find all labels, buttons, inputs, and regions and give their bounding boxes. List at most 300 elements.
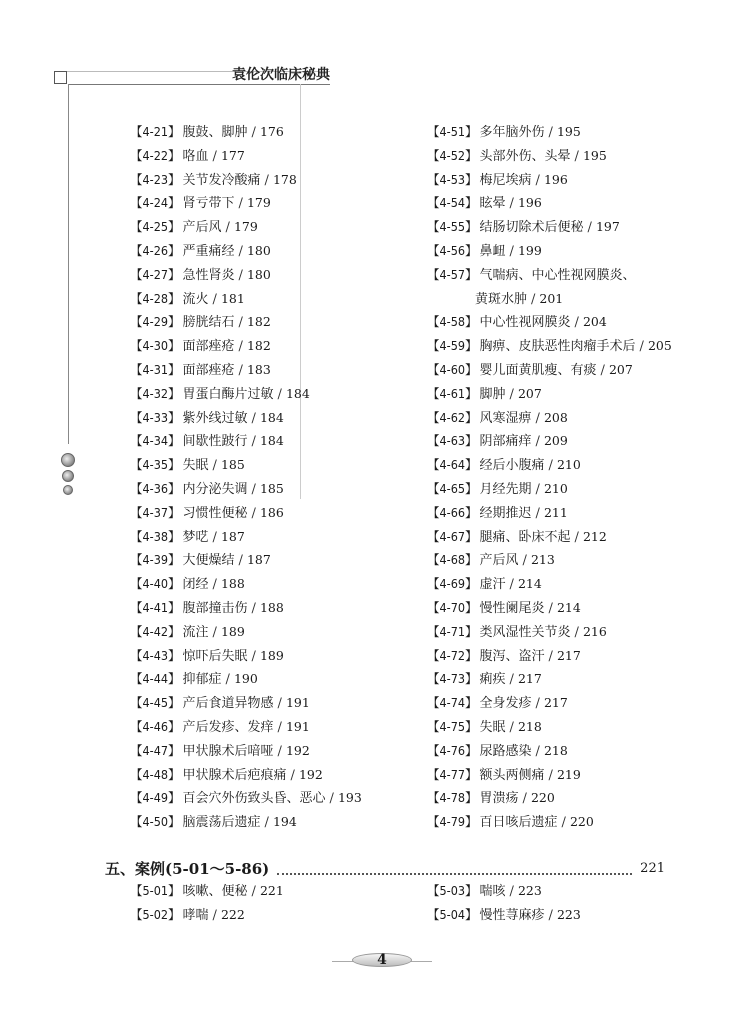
entry-page: 189 [220, 623, 245, 639]
entry-separator: / [329, 791, 334, 807]
entry-title: 气喘病、中心性视网膜炎、 [479, 267, 636, 283]
entry-code: 【4-73】 [427, 671, 478, 687]
toc-entry[interactable] [130, 429, 410, 453]
entry-code: 【4-56】 [427, 242, 478, 258]
entry-page: 207 [608, 361, 633, 377]
entry-page: 204 [582, 314, 607, 330]
entry-separator: / [212, 624, 217, 640]
entry-code: 【4-58】 [427, 314, 478, 330]
entry-code: 【4-51】 [427, 124, 478, 139]
toc-entry[interactable] [130, 168, 410, 192]
entry-page: 191 [285, 695, 310, 711]
toc-entry[interactable] [427, 572, 717, 596]
entry-separator: / [548, 648, 553, 664]
entry-page: 216 [582, 623, 607, 639]
entry-title: 眩晕 [479, 196, 506, 212]
entry-page: 220 [530, 790, 555, 806]
entry-title: 面部痤疮 [182, 339, 235, 355]
entry-separator: / [531, 291, 536, 307]
entry-title: 百会穴外伤致头昏、恶心 [182, 791, 326, 807]
entry-separator: / [548, 458, 553, 474]
entry-separator: / [251, 481, 256, 497]
entry-page: 179 [246, 195, 271, 211]
entry-page: 195 [582, 147, 607, 163]
entry-page: 223 [556, 906, 581, 922]
entry-page: 199 [517, 242, 542, 258]
entry-page: 218 [517, 718, 542, 734]
entry-separator: / [509, 577, 514, 593]
entry-title: 胸痹、皮肤恶性肉瘤手术后 [479, 339, 636, 355]
toc-entry[interactable] [427, 644, 717, 668]
entry-title: 全身发疹 [479, 696, 532, 712]
entry-title: 流火 [182, 291, 209, 307]
section-page: 221 [640, 861, 665, 876]
entry-page: 209 [543, 433, 568, 449]
entry-code: 【4-28】 [130, 290, 181, 306]
entry-code: 【4-71】 [427, 623, 478, 639]
entry-separator: / [238, 196, 243, 212]
entry-page: 219 [556, 766, 581, 782]
entry-separator: / [548, 907, 553, 923]
toc-entry[interactable] [130, 239, 410, 263]
entry-separator: / [277, 696, 282, 712]
entry-page: 207 [517, 385, 542, 401]
toc-entry[interactable] [130, 501, 410, 525]
entry-separator: / [509, 884, 514, 899]
entry-page: 197 [595, 219, 620, 235]
toc-entry[interactable] [130, 644, 410, 668]
entry-page: 182 [246, 314, 271, 330]
entry-page: 217 [556, 647, 581, 663]
toc-entry[interactable] [130, 287, 410, 311]
entry-separator: / [509, 672, 514, 688]
entry-code: 【4-46】 [130, 718, 181, 734]
entry-title: 紫外线过敏 [182, 410, 248, 426]
toc-entry[interactable] [130, 763, 410, 787]
entry-title: 产后发疹、发痒 [182, 719, 274, 735]
toc-entry[interactable] [130, 382, 410, 406]
entry-code: 【4-76】 [427, 742, 478, 758]
entry-page: 184 [285, 385, 310, 401]
entry-title: 尿路感染 [479, 743, 532, 759]
entry-title: 结肠切除术后便秘 [479, 220, 584, 236]
entry-separator: / [535, 481, 540, 497]
entry-page: 185 [220, 457, 245, 473]
entry-separator: / [264, 815, 269, 831]
entry-code: 【4-25】 [130, 219, 181, 235]
entry-separator: / [574, 315, 579, 331]
toc-entry[interactable] [130, 715, 410, 739]
toc-entry[interactable] [130, 358, 410, 382]
entry-separator: / [238, 267, 243, 283]
entry-title: 阴部痛痒 [479, 434, 532, 450]
entry-page: 210 [543, 480, 568, 496]
section-right-column [427, 879, 717, 927]
margin-rule [68, 84, 69, 444]
entry-code: 【4-42】 [130, 623, 181, 639]
entry-separator: / [212, 577, 217, 593]
toc-entry[interactable] [427, 739, 717, 763]
entry-title: 咯血 [182, 148, 209, 164]
entry-code: 【4-67】 [427, 528, 478, 544]
entry-separator: / [238, 553, 243, 569]
toc-entry[interactable] [427, 596, 717, 620]
entry-separator: / [574, 148, 579, 164]
toc-section-heading[interactable] [105, 858, 665, 880]
entry-title: 内分泌失调 [182, 481, 248, 497]
toc-entry[interactable] [130, 144, 410, 168]
entry-title: 虚汗 [479, 577, 506, 593]
entry-page: 177 [220, 147, 245, 163]
entry-code: 【4-79】 [427, 814, 478, 830]
entry-page: 222 [220, 906, 245, 922]
entry-code: 【4-21】 [130, 124, 181, 139]
toc-entry[interactable] [130, 903, 410, 927]
toc-entry[interactable] [427, 310, 717, 334]
toc-entry[interactable] [427, 382, 717, 406]
entry-code: 【4-44】 [130, 671, 181, 687]
entry-separator: / [251, 648, 256, 664]
entry-title: 哮喘 [182, 907, 209, 923]
toc-entry[interactable] [427, 715, 717, 739]
entry-title: 惊吓后失眠 [182, 648, 248, 664]
entry-code: 【5-03】 [427, 883, 478, 898]
entry-page: 221 [259, 883, 284, 898]
toc-entry[interactable] [427, 406, 717, 430]
entry-separator: / [277, 386, 282, 402]
entry-separator: / [509, 386, 514, 402]
entry-separator: / [290, 767, 295, 783]
entry-separator: / [251, 884, 256, 899]
toc-entry[interactable] [427, 501, 717, 525]
entry-code: 【4-60】 [427, 361, 478, 377]
entry-title: 习惯性便秘 [182, 505, 248, 521]
entry-page: 192 [298, 766, 323, 782]
toc-left-column [130, 120, 410, 834]
entry-code: 【4-26】 [130, 242, 181, 258]
entry-title: 黄斑水肿 [475, 291, 528, 307]
toc-entry[interactable] [427, 287, 717, 311]
toc-entry[interactable] [130, 739, 410, 763]
toc-entry[interactable] [427, 334, 717, 358]
entry-separator: / [600, 362, 605, 378]
entry-code: 【5-04】 [427, 906, 478, 922]
entry-code: 【4-32】 [130, 385, 181, 401]
toc-entry[interactable] [130, 310, 410, 334]
entry-code: 【4-63】 [427, 433, 478, 449]
entry-code: 【4-40】 [130, 576, 181, 592]
entry-separator: / [548, 600, 553, 616]
entry-code: 【4-41】 [130, 599, 181, 615]
toc-entry[interactable] [427, 263, 717, 287]
entry-code: 【4-52】 [427, 147, 478, 163]
entry-page: 184 [259, 433, 284, 449]
toc-entry[interactable] [427, 144, 717, 168]
entry-title: 鼻衄 [479, 243, 506, 259]
entry-title: 经后小腹痛 [479, 458, 545, 474]
toc-entry[interactable] [130, 786, 410, 810]
entry-title: 关节发冷酸痛 [182, 172, 261, 188]
entry-page: 188 [259, 599, 284, 615]
entry-code: 【4-48】 [130, 766, 181, 782]
entry-page: 217 [543, 695, 568, 711]
entry-page: 208 [543, 409, 568, 425]
toc-entry[interactable] [427, 191, 717, 215]
entry-title: 大便燥结 [182, 553, 235, 569]
toc-right-column [427, 120, 717, 834]
entry-page: 201 [539, 290, 564, 306]
entry-code: 【4-62】 [427, 409, 478, 425]
entry-page: 194 [272, 814, 297, 830]
entry-separator: / [509, 719, 514, 735]
entry-separator: / [587, 220, 592, 236]
toc-entry[interactable] [130, 548, 410, 572]
entry-title: 多年脑外伤 [479, 125, 545, 140]
entry-code: 【4-35】 [130, 457, 181, 473]
toc-entry[interactable] [427, 525, 717, 549]
entry-separator: / [522, 553, 527, 569]
entry-title: 产后风 [182, 220, 222, 236]
entry-title: 梦呓 [182, 529, 209, 545]
entry-page: 182 [246, 338, 271, 354]
entry-code: 【4-61】 [427, 385, 478, 401]
toc-entry[interactable] [427, 620, 717, 644]
entry-title: 闭经 [182, 577, 209, 593]
entry-page: 179 [233, 219, 258, 235]
entry-title: 慢性荨麻疹 [479, 907, 545, 923]
entry-code: 【4-77】 [427, 766, 478, 782]
entry-code: 【4-70】 [427, 599, 478, 615]
entry-page: 187 [220, 528, 245, 544]
entry-code: 【4-65】 [427, 480, 478, 496]
entry-code: 【4-45】 [130, 695, 181, 711]
entry-separator: / [212, 291, 217, 307]
entry-title: 腿痛、卧床不起 [479, 529, 571, 545]
entry-title: 脑震荡后遗症 [182, 815, 261, 831]
entry-code: 【4-27】 [130, 266, 181, 282]
entry-code: 【4-66】 [427, 504, 478, 520]
header-corner-box [54, 71, 67, 84]
entry-title: 痢疾 [479, 672, 506, 688]
entry-code: 【4-55】 [427, 219, 478, 235]
page-number-badge [352, 951, 412, 969]
entry-title: 婴儿面黄肌瘦、有痰 [479, 362, 597, 378]
toc-entry[interactable] [130, 810, 410, 834]
entry-separator: / [212, 148, 217, 164]
entry-page: 189 [259, 647, 284, 663]
entry-page: 180 [246, 242, 271, 258]
entry-separator: / [225, 672, 230, 688]
entry-separator: / [238, 362, 243, 378]
toc-entry[interactable] [130, 406, 410, 430]
dot-leader [277, 863, 632, 875]
entry-separator: / [548, 125, 553, 140]
toc-entry[interactable] [130, 263, 410, 287]
entry-page: 214 [517, 576, 542, 592]
toc-entry[interactable] [130, 525, 410, 549]
toc-entry[interactable] [427, 691, 717, 715]
toc-entry[interactable] [427, 239, 717, 263]
entry-title: 肾亏带下 [182, 196, 235, 212]
entry-code: 【4-43】 [130, 647, 181, 663]
entry-separator: / [574, 529, 579, 545]
toc-entry[interactable] [130, 215, 410, 239]
entry-separator: / [522, 791, 527, 807]
entry-page: 181 [220, 290, 245, 306]
toc-entry[interactable] [427, 810, 717, 834]
toc-entry[interactable] [427, 120, 717, 144]
entry-code: 【4-69】 [427, 576, 478, 592]
entry-code: 【4-30】 [130, 338, 181, 354]
entry-title: 急性肾炎 [182, 267, 235, 283]
entry-separator: / [639, 339, 644, 355]
entry-title: 抑郁症 [182, 672, 222, 688]
entry-code: 【4-33】 [130, 409, 181, 425]
entry-title: 经期推迟 [479, 505, 532, 521]
decorative-dot-icon [61, 453, 75, 467]
entry-separator: / [238, 243, 243, 259]
entry-page: 193 [337, 790, 362, 806]
entry-title: 头部外伤、头晕 [479, 148, 571, 164]
entry-page: 176 [259, 124, 284, 139]
entry-page: 210 [556, 457, 581, 473]
toc-entry[interactable] [130, 572, 410, 596]
toc-entry[interactable] [130, 620, 410, 644]
entry-title: 类风湿性关节炎 [479, 624, 571, 640]
entry-page: 220 [569, 814, 594, 830]
entry-page: 223 [517, 883, 542, 898]
entry-title: 胃蛋白酶片过敏 [182, 386, 274, 402]
entry-title: 产后食道异物感 [182, 696, 274, 712]
entry-code: 【4-29】 [130, 314, 181, 330]
entry-code: 【4-49】 [130, 790, 181, 806]
toc-entry[interactable] [427, 763, 717, 787]
decorative-dot-icon [62, 470, 74, 482]
entry-separator: / [264, 172, 269, 188]
entry-title: 失眠 [182, 458, 209, 474]
entry-separator: / [212, 907, 217, 923]
entry-page: 196 [543, 171, 568, 187]
toc-entry[interactable] [427, 358, 717, 382]
entry-page: 187 [246, 552, 271, 568]
entry-separator: / [535, 505, 540, 521]
toc-entry[interactable] [427, 453, 717, 477]
entry-separator: / [251, 434, 256, 450]
entry-title: 产后风 [479, 553, 519, 569]
entry-title: 百日咳后遗症 [479, 815, 558, 831]
toc-entry[interactable] [427, 168, 717, 192]
entry-page: 213 [530, 552, 555, 568]
entry-code: 【4-31】 [130, 361, 181, 377]
entry-page: 212 [582, 528, 607, 544]
entry-title: 面部痤疮 [182, 362, 235, 378]
toc-entry[interactable] [427, 879, 717, 903]
entry-separator: / [251, 600, 256, 616]
toc-entry[interactable] [427, 786, 717, 810]
entry-page: 178 [272, 171, 297, 187]
entry-title: 慢性阑尾炎 [479, 600, 545, 616]
entry-code: 【4-37】 [130, 504, 181, 520]
toc-entry[interactable] [130, 120, 410, 144]
entry-page: 186 [259, 504, 284, 520]
entry-separator: / [535, 434, 540, 450]
entry-page: 188 [220, 576, 245, 592]
entry-title: 膀胱结石 [182, 315, 235, 331]
entry-title: 中心性视网膜炎 [479, 315, 571, 331]
running-header-title: 袁伦次临床秘典 [232, 67, 330, 83]
toc-entry[interactable] [130, 667, 410, 691]
entry-code: 【4-34】 [130, 433, 181, 449]
entry-code: 【4-50】 [130, 814, 181, 830]
entry-separator: / [277, 743, 282, 759]
entry-page: 195 [556, 124, 581, 139]
entry-code: 【4-64】 [427, 457, 478, 473]
section-left-column [130, 879, 410, 927]
entry-page: 190 [233, 671, 258, 687]
toc-entry[interactable] [427, 903, 717, 927]
toc-entry[interactable] [130, 453, 410, 477]
entry-page: 211 [543, 504, 568, 520]
entry-separator: / [574, 624, 579, 640]
entry-separator: / [251, 125, 256, 140]
entry-page: 191 [285, 718, 310, 734]
toc-entry[interactable] [130, 691, 410, 715]
entry-code: 【4-23】 [130, 171, 181, 187]
entry-title: 风寒湿痹 [479, 410, 532, 426]
toc-entry[interactable] [427, 477, 717, 501]
toc-entry[interactable] [130, 191, 410, 215]
toc-entry[interactable] [427, 548, 717, 572]
entry-separator: / [535, 410, 540, 426]
entry-code: 【5-02】 [130, 906, 181, 922]
entry-separator: / [509, 243, 514, 259]
entry-code: 【4-57】 [427, 266, 478, 282]
entry-separator: / [561, 815, 566, 831]
entry-title: 甲状腺术后喑哑 [182, 743, 274, 759]
entry-code: 【4-72】 [427, 647, 478, 663]
entry-title: 间歇性跛行 [182, 434, 248, 450]
entry-code: 【4-47】 [130, 742, 181, 758]
entry-code: 【4-22】 [130, 147, 181, 163]
entry-separator: / [225, 220, 230, 236]
entry-page: 218 [543, 742, 568, 758]
entry-code: 【4-75】 [427, 718, 478, 734]
toc-entry[interactable] [130, 879, 410, 903]
entry-page: 184 [259, 409, 284, 425]
entry-title: 腹部撞击伤 [182, 600, 248, 616]
entry-separator: / [238, 339, 243, 355]
entry-separator: / [535, 743, 540, 759]
entry-title: 腹鼓、脚肿 [182, 125, 248, 140]
toc-entry[interactable] [427, 215, 717, 239]
toc-entry[interactable] [130, 334, 410, 358]
entry-code: 【4-24】 [130, 195, 181, 211]
entry-code: 【4-54】 [427, 195, 478, 211]
entry-title: 脚肿 [479, 386, 506, 402]
entry-page: 192 [285, 742, 310, 758]
toc-entry[interactable] [130, 596, 410, 620]
entry-code: 【4-38】 [130, 528, 181, 544]
entry-page: 180 [246, 266, 271, 282]
entry-title: 甲状腺术后疤痕痛 [182, 767, 287, 783]
entry-page: 183 [246, 361, 271, 377]
entry-title: 额头两侧痛 [479, 767, 545, 783]
toc-entry[interactable] [130, 477, 410, 501]
entry-page: 196 [517, 195, 542, 211]
toc-entry[interactable] [427, 667, 717, 691]
entry-separator: / [535, 696, 540, 712]
toc-entry[interactable] [427, 429, 717, 453]
